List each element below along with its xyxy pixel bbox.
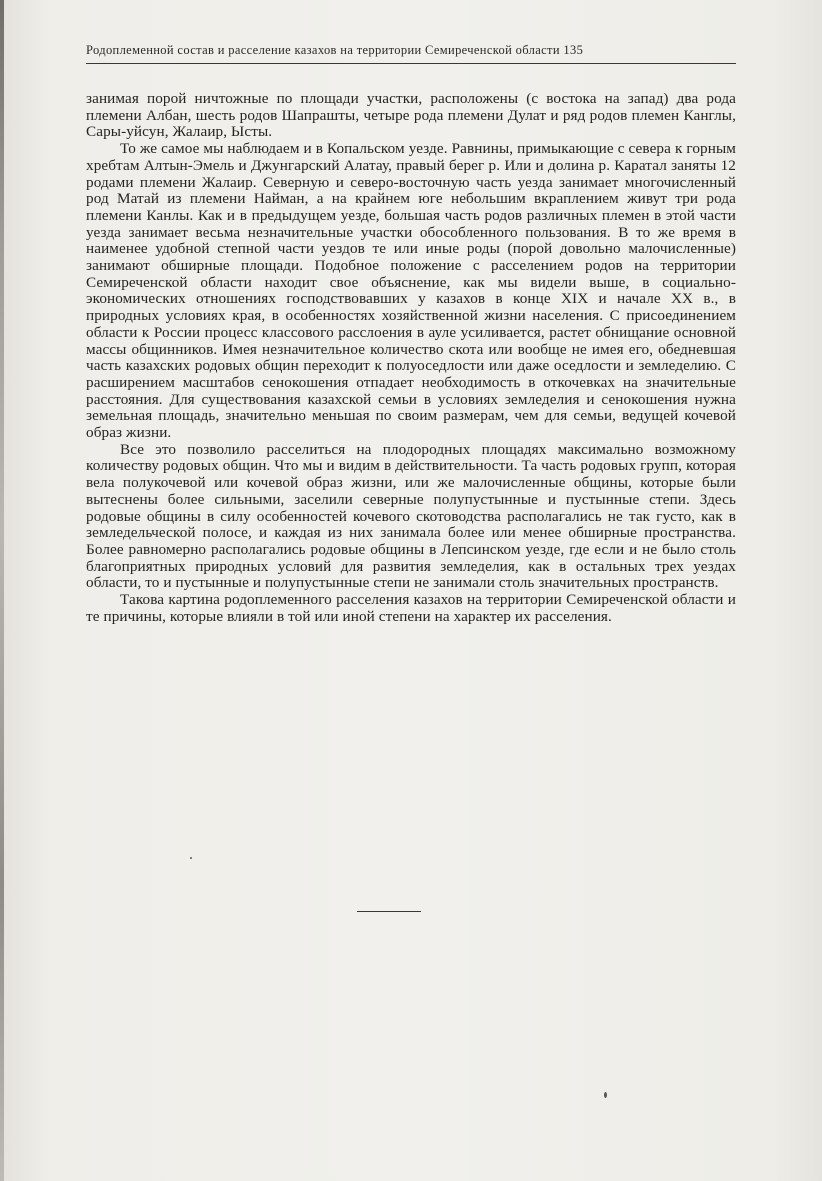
paragraph-continuation: занимая порой ничтожные по площади участки, расположены (с востока на запад) два рода племени Албан, шесть родов Шапрашты, четыре рода племени Дулат и ряд родов племен Канглы, Сары-уйсун, Жалаир, Ысты. (86, 90, 736, 141)
paragraph-settlement: Все это позволило расселиться на плодородных площадях максимально возможному количеству родовых общин. Что мы и видим в действительности. Та часть родовых групп, которая вела полукочевой или кочевой образ жизни, или же малочисленные общины, которые были вытеснены более сильными, заселили северные полупустынные и пустынные степи. Здесь родовые общины в силу особенностей кочевого скотоводства располагались не так густо, как в земледельческой полосе, и каждая из них занимала более или менее обширные пространства. Более равномерно располагались родовые общины в Лепсинском уезде, где если и не было столь благоприятных природных условий для развития земледелия, как в остальных трех уездах области, то и пустынные и полупустынные степи не занимали столь значительных пространств. (86, 440, 736, 592)
print-speck (604, 1092, 607, 1098)
body-text (86, 91, 736, 626)
running-title: Родоплеменной состав и расселение казахов на территории Семиреченской области (86, 43, 560, 57)
page-number: 135 (563, 43, 584, 57)
paragraph-kopal-uezd: То же самое мы наблюдаем и в Копальском уезде. Равнины, примыкающие с севера к горным хребтам Алтын-Эмель и Джунгарский Алатау, правый берег р. Или и долина р. Каратал заняты 12 родами племени Жалаир. Северную и северо-восточную часть уезда занимает многочисленный род Матай из племени Найман, а на крайнем юге небольшим вкраплением живут три рода племени Канлы. Как и в предыдущем уезде, большая часть родов различных племен в этой части уезда занимает весьма незначительные участки обособленного пользования. В то же время в наименее удобной степной части уездов те или иные роды (порой довольно малочисленные) занимают обширные площади. Подобное положение с расселением родов на территории Семиреченской области находит свое объяснение, как мы видели выше, в социально-экономических отношениях господствовавших у казахов в конце XIX и начале XX в., в природных условиях края, в особенностях хозяйственной жизни населения. С присоединением области к России процесс классового расслоения в ауле усиливается, растет обнищание основной массы общинников. Имея незначительное количество скота или вообще не имея его, обедневшая часть казахских родовых общин переходит к полуоседлости или даже оседлости и земледелию. С расширением масштабов сенокошения отпадает необходимость в откочевках на значительные расстояния. Для существования казахской семьи в условиях земледелия и сенокошения нужна земельная площадь, значительно меньшая по своим размерам, чем для семьи, ведущей кочевой образ жизни. (86, 140, 736, 442)
paragraph-conclusion: Такова картина родоплеменного расселения казахов на территории Семиреченской области и те причины, которые влияли в той или иной степени на характер их расселения. (86, 591, 736, 625)
running-header (86, 43, 736, 58)
header-rule (86, 63, 736, 64)
print-speck (190, 857, 192, 859)
section-end-rule (357, 911, 421, 912)
page-binding-edge (0, 0, 4, 1181)
